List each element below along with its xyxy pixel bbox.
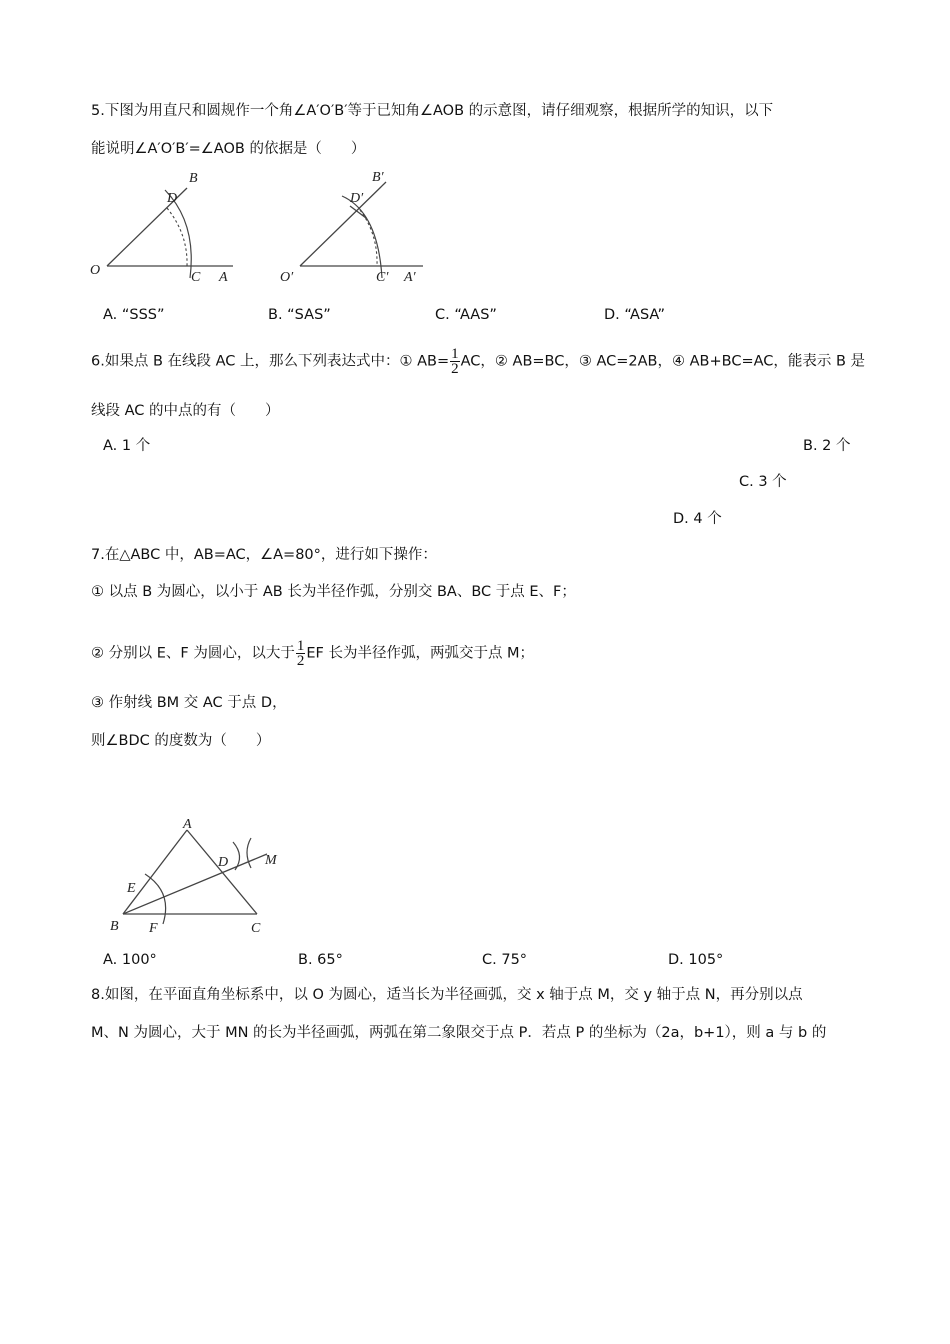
q8-text-line1: 8.如图，在平面直角坐标系中，以 O 为圆心，适当长为半径画弧，交 x 轴于点 M，交 y 轴于点 N，再分别以点: [91, 987, 803, 1003]
q7-option-a[interactable]: A. 100°: [103, 952, 157, 968]
q7-step3: ③ 作射线 BM 交 AC 于点 D，: [91, 695, 287, 711]
q5-figure-constructed-angle: [278, 168, 438, 293]
q5-option-a[interactable]: A. “SSS”: [103, 307, 165, 323]
q6-option-a[interactable]: A. 1 个: [103, 438, 151, 454]
q7-triangle-figure: [105, 812, 305, 937]
label-M: M: [265, 853, 277, 868]
q5-text-line1: 5.下图为用直尺和圆规作一个角∠A′O′B′等于已知角∠AOB 的示意图，请仔细观察，根据所学的知识，以下: [91, 103, 774, 119]
label-C: C: [251, 921, 261, 936]
label-E: E: [127, 881, 136, 896]
q6-line1-end: AC，② AB=BC，③ AC=2AB，④ AB+BC=AC，能表示 B 是: [460, 353, 866, 370]
q6-fraction-numerator: 1: [451, 346, 459, 362]
q6-fraction-denominator: 2: [451, 361, 459, 377]
label-D: D: [218, 855, 229, 870]
q7-option-c[interactable]: C. 75°: [482, 952, 528, 968]
q6-option-c[interactable]: C. 3 个: [739, 474, 787, 490]
q7-fraction-denominator: 2: [296, 653, 305, 669]
label-B-prime: B′: [372, 170, 384, 185]
q7-step1: ① 以点 B 为圆心，以小于 AB 长为半径作弧，分别交 BA、BC 于点 E、F；: [91, 584, 576, 600]
q7-option-d[interactable]: D. 105°: [668, 952, 724, 968]
q7-step2-end: EF 长为半径作弧，两弧交于点 M；: [306, 645, 535, 662]
label-D: D: [167, 191, 178, 206]
q6-text-line1: [91, 347, 865, 376]
q7-fraction: [296, 639, 306, 668]
q5-option-d[interactable]: D. “ASA”: [604, 307, 666, 323]
label-O-prime: O′: [280, 270, 294, 285]
q7-step2: [91, 639, 534, 668]
label-A: A: [183, 817, 192, 832]
q6-option-b[interactable]: B. 2 个: [803, 438, 851, 454]
label-A: A: [219, 270, 228, 285]
q7-option-b[interactable]: B. 65°: [298, 952, 343, 968]
label-O: O: [90, 263, 101, 278]
q7-fraction-numerator: 1: [296, 638, 305, 654]
q5-text-line2: 能说明∠A′O′B′=∠AOB 的依据是（ ）: [91, 141, 366, 157]
q8-text-line2: M、N 为圆心，大于 MN 的长为半径画弧，两弧在第二象限交于点 P．若点 P 的坐标为（2a，b+1），则 a 与 b 的: [91, 1025, 827, 1041]
q6-option-d[interactable]: D. 4 个: [673, 511, 722, 527]
q6-text-line2: 线段 AC 的中点的有（ ）: [91, 403, 280, 419]
q7-text-line1: 7.在△ABC 中，AB=AC，∠A=80°，进行如下操作：: [91, 547, 437, 563]
q5-figure-original-angle: [85, 168, 245, 293]
q5-option-b[interactable]: B. “SAS”: [268, 307, 331, 323]
label-C-prime: C′: [376, 270, 389, 285]
label-B: B: [110, 919, 119, 934]
label-F: F: [149, 921, 158, 936]
label-A-prime: A′: [404, 270, 416, 285]
q7-question: 则∠BDC 的度数为（ ）: [91, 733, 271, 749]
label-C: C: [191, 270, 201, 285]
q6-line1-start: 6.如果点 B 在线段 AC 上，那么下列表达式中：① AB=: [91, 353, 450, 370]
label-B: B: [189, 171, 198, 186]
q6-fraction: [450, 347, 460, 376]
q5-option-c[interactable]: C. “AAS”: [435, 307, 497, 323]
q7-step2-start: ② 分别以 E、F 为圆心，以大于: [91, 645, 295, 662]
label-D-prime: D′: [350, 191, 364, 206]
